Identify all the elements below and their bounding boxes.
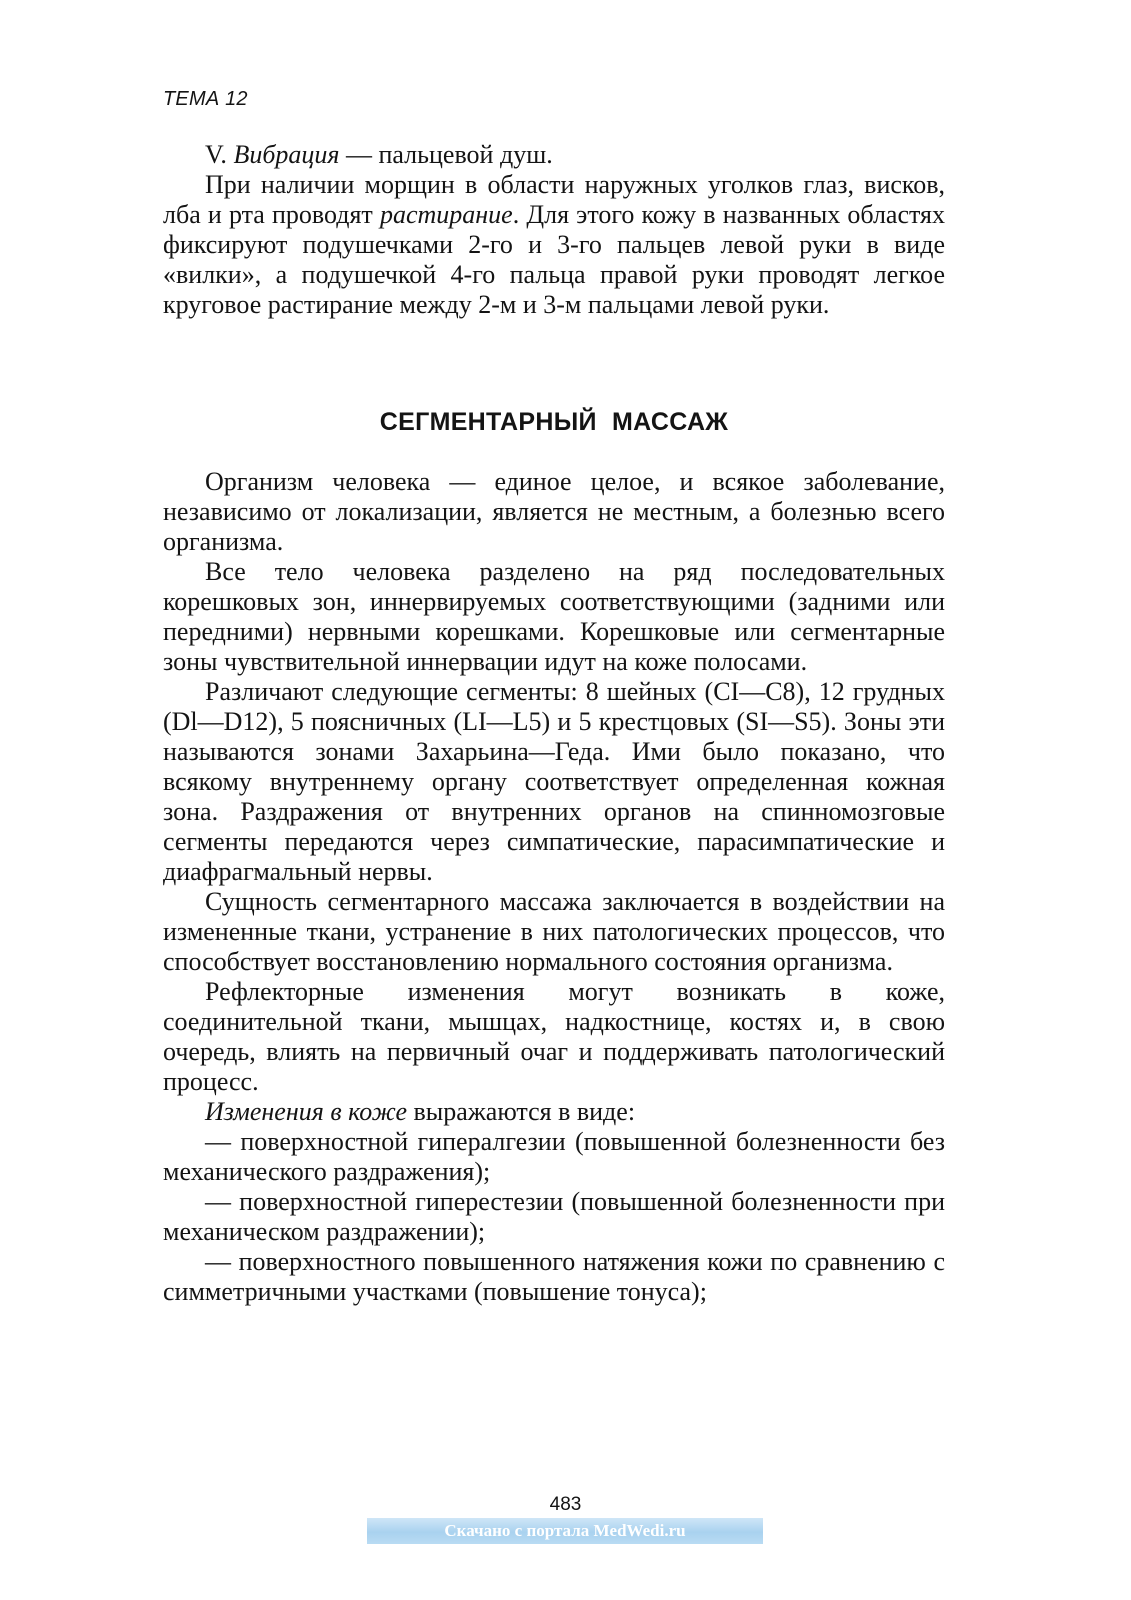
body-paragraph: Организм человека — единое целое, и всякое заболевание, независимо от локализации, является не местным, а болезнью всего организма. <box>163 467 945 556</box>
section-body <box>163 467 945 1307</box>
body-paragraph: Сущность сегментарного массажа заключается в воздействии на измененные ткани, устранение в них патологических процессов, что способствует восстановлению нормального состояния организма. <box>163 887 945 976</box>
body-paragraph: Рефлекторные изменения могут возникать в коже, соединительной ткани, мышцах, надкостнице, костях и, в свою очередь, влиять на первичный очаг и поддерживать патологический процесс. <box>163 977 945 1096</box>
rubbing-term: растирание <box>379 200 513 229</box>
list-item: — поверхностной гиперестезии (повышенной болезненности при механическом раздражении); <box>163 1187 945 1246</box>
list-item: — поверхностной гипералгезии (повышенной болезненности без механического раздражения); <box>163 1127 945 1186</box>
body-paragraph: Все тело человека разделено на ряд последовательных корешковых зон, иннервируемых соответствующими (задними или передними) нервными корешками. Корешковые или сегментарные зоны чувствительной иннервации идут на коже полосами. <box>163 557 945 676</box>
wrinkles-text-start: При наличии морщин в области наружных уголков глаз, висков, лба и рта проводят <box>163 170 945 229</box>
skin-changes-term: Изменения в коже <box>205 1097 408 1126</box>
list-item: — поверхностного повышенного натяжения кожи по сравнению с симметричными участками (повышение тонуса); <box>163 1247 945 1306</box>
download-watermark-link[interactable]: Скачано с портала MedWedi.ru <box>367 1518 763 1544</box>
running-header: ТЕМА 12 <box>163 88 248 110</box>
page-number: 483 <box>549 1494 582 1515</box>
vibration-paragraph <box>163 140 945 170</box>
vibration-desc: — пальцевой душ. <box>339 140 553 169</box>
intro-text <box>163 140 945 320</box>
section-title: СЕГМЕНТАРНЫЙ МАССАЖ <box>379 408 729 436</box>
roman-numeral: V. <box>205 140 234 169</box>
skin-changes-intro <box>163 1097 945 1127</box>
vibration-term: Вибрация <box>233 140 340 169</box>
skin-changes-text: выражаются в виде: <box>407 1097 636 1126</box>
wrinkles-text-end: . Для этого кожу в названных областях фиксируют подушечками 2-го и 3-го пальцев левой руки в виде «вилки», а подушечкой 4-го пальца правой руки проводят легкое круговое растирание между 2-м и 3-м пальцами левой руки. <box>163 200 945 319</box>
body-paragraph: Различают следующие сегменты: 8 шейных (CI—C8), 12 грудных (Dl—D12), 5 поясничных (LI—L5) и 5 крестцовых (SI—S5). Зоны эти называются зонами Захарьина—Геда. Ими было показано, что всякому внутреннему органу соответствует определенная кожная зона. Раздражения от внутренних органов на спинномозговые сегменты передаются через симпатические, парасимпатические и диафрагмальный нервы. <box>163 677 945 886</box>
wrinkles-paragraph <box>163 170 945 320</box>
